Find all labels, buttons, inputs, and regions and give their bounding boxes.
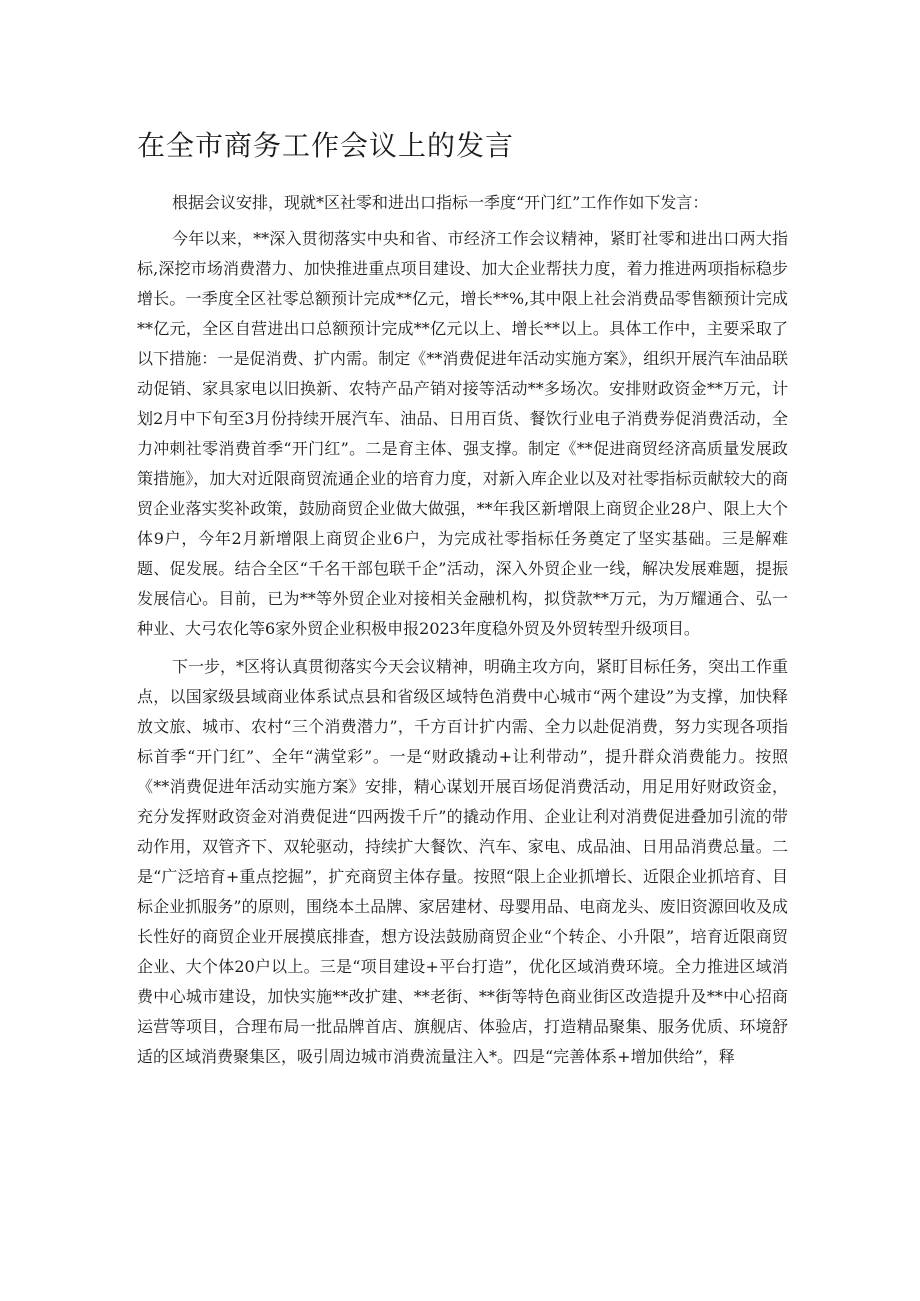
lead-paragraph: 根据会议安排，现就*区社零和进出口指标一季度“开门红”工作作如下发言： — [172, 193, 709, 212]
body-paragraph-1: 今年以来，**深入贯彻落实中央和省、市经济工作会议精神，紧盯社零和进出口两大指标,深挖市场消费潜力、加快推进重点项目建设、加大企业帮扶力度，着力推进两项指标稳步增长。一季度全区社零总额预计完成**亿元，增长**%,其中限上社会消费品零售额预计完成**亿元，全区自营进出口总额预计完成**亿元以上、增长**以上。具体工作中，主要采取了以下措施：一是促消费、扩内需。制定《**消费促进年活动实施方案》，组织开展汽车油品联动促销、家具家电以旧换新、农特产品产销对接等活动**多场次。安排财政资金**万元，计划2月中下旬至3月份持续开展汽车、油品、日用百货、餐饮行业电子消费券促消费活动，全力冲刺社零消费首季“开门红”。二是育主体、强支撑。制定《**促进商贸经济高质量发展政策措施》，加大对近限商贸流通企业的培育力度，对新入库企业以及对社零指标贡献较大的商贸企业落实奖补政策，鼓励商贸企业做大做强，**年我区新增限上商贸企业28户、限上大个体9户，今年2月新增限上商贸企业6户，为完成社零指标任务奠定了坚实基础。三是解难题、促发展。结合全区“千名干部包联千企”活动，深入外贸企业一线，解决发展难题，提振发展信心。目前，已为**等外贸企业对接相关金融机构，拟贷款**万元，为万耀通合、弘一种业、大弓农化等6家外贸企业积极申报2023年度稳外贸及外贸转型升级项目。 — [137, 229, 788, 638]
document-title: 在全市商务工作会议上的发言 — [137, 129, 515, 162]
body-paragraph-2: 下一步，*区将认真贯彻落实今天会议精神，明确主攻方向，紧盯目标任务，突出工作重点，以国家级县域商业体系试点县和省级区域特色消费中心城市“两个建设”为支撑，加快释放文旅、城市、农村“三个消费潜力”，千方百计扩内需、全力以赴促消费，努力实现各项指标首季“开门红”、全年“满堂彩”。一是“财政撬动+让利带动”，提升群众消费能力。按照《**消费促进年活动实施方案》安排，精心谋划开展百场促消费活动，用足用好财政资金，充分发挥财政资金对消费促进“四两拨千斤”的撬动作用、企业让利对消费促进叠加引流的带动作用，双管齐下、双轮驱动，持续扩大餐饮、汽车、家电、成品油、日用品消费总量。二是“广泛培育+重点挖掘”，扩充商贸主体存量。按照“限上企业抓增长、近限企业抓培育、目标企业抓服务”的原则，围绕本土品牌、家居建材、母婴用品、电商龙头、废旧资源回收及成长性好的商贸企业开展摸底排查，想方设法鼓励商贸企业“个转企、小升限”，培育近限商贸企业、大个体20户以上。三是“项目建设+平台打造”，优化区域消费环境。全力推进区域消费中心城市建设，加快实施**改扩建、**老街、**街等特色商业街区改造提升及**中心招商运营等项目，合理布局一批品牌首店、旗舰店、体验店，打造精品聚集、服务优质、环境舒适的区域消费聚集区，吸引周边城市消费流量注入*。四是“完善体系+增加供给”，释 — [137, 657, 789, 1066]
